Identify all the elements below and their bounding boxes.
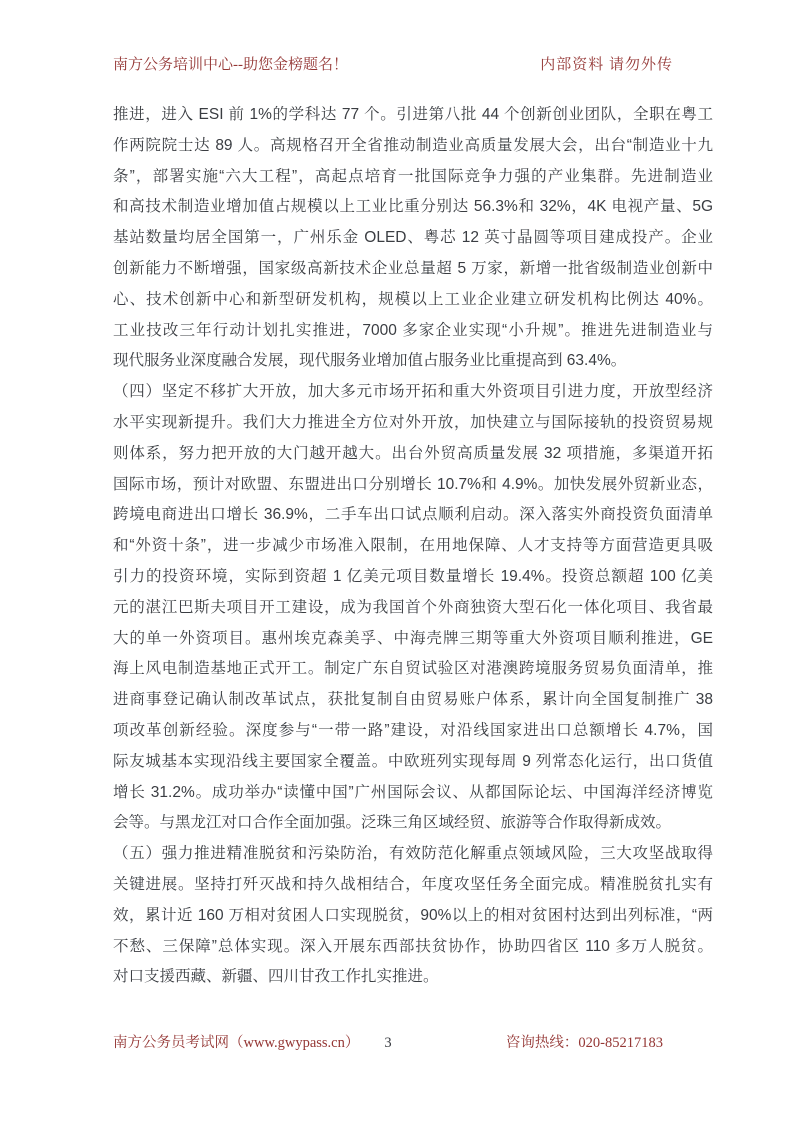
text-line: 元的湛江巴斯夫项目开工建设，成为我国首个外商独资大型石化一体化项目、我省最 bbox=[113, 598, 713, 616]
text-line: 现代服务业深度融合发展，现代服务业增加值占服务业比重提高到 63.4%。 bbox=[113, 352, 627, 370]
text-line: 推进，进入 ESI 前 1%的学科达 77 个。引进第八批 44 个创新创业团队，全职在粤工 bbox=[113, 106, 713, 123]
text-line: 际友城基本实现沿线主要国家全覆盖。中欧班列实现每周 9 列常态化运行，出口货值 bbox=[113, 752, 713, 770]
page-header bbox=[113, 55, 713, 75]
text-line: 则体系，努力把开放的大门越开越大。出台外贸高质量发展 32 项措施，多渠道开拓 bbox=[113, 444, 713, 462]
header-confidential-notice: 内部资料 请勿外传 bbox=[540, 57, 673, 73]
text-line: 对口支援西藏、新疆、四川甘孜工作扎实推进。 bbox=[113, 968, 439, 986]
text-line: 引力的投资环境，实际到资超 1 亿美元项目数量增长 19.4%。投资总额超 100 亿美 bbox=[113, 567, 713, 585]
text-line: 关键进展。坚持打歼灭战和持久战相结合，年度攻坚任务全面完成。精准脱贫扎实有 bbox=[113, 875, 713, 893]
text-line: 不愁、三保障”总体实现。深入开展东西部扶贫协作，协助四省区 110 多万人脱贫。 bbox=[113, 937, 713, 955]
text-line: 项改革创新经验。深度参与“一带一路”建设，对沿线国家进出口总额增长 4.7%，国 bbox=[113, 721, 713, 739]
page-footer bbox=[113, 1033, 713, 1053]
text-line: 海上风电制造基地正式开工。制定广东自贸试验区对港澳跨境服务贸易负面清单，推 bbox=[113, 660, 713, 678]
text-line: 创新能力不断增强，国家级高新技术企业总量超 5 万家，新增一批省级制造业创新中 bbox=[113, 259, 713, 277]
text-line: 水平实现新提升。我们大力推进全方位对外开放，加快建立与国际接轨的投资贸易规 bbox=[113, 413, 713, 431]
text-line: 效，累计近 160 万相对贫困人口实现脱贫，90%以上的相对贫困村达到出列标准，“两 bbox=[113, 906, 713, 924]
footer-site-text: 南方公务员考试网（www.gwypass.cn） bbox=[113, 1035, 360, 1051]
text-line: 跨境电商进出口增长 36.9%，二手车出口试点顺利启动。深入落实外商投资负面清单 bbox=[113, 506, 713, 524]
text-line: （五）强力推进精准脱贫和污染防治，有效防范化解重点领域风险，三大攻坚战取得 bbox=[113, 845, 713, 863]
text-line: 会等。与黑龙江对口合作全面加强。泛珠三角区域经贸、旅游等合作取得新成效。 bbox=[113, 814, 672, 832]
text-line: 大的单一外资项目。惠州埃克森美孚、中海壳牌三期等重大外资项目顺利推进，GE bbox=[113, 629, 713, 647]
document-body bbox=[113, 100, 713, 993]
text-line: （四）坚定不移扩大开放，加大多元市场开拓和重大外资项目引进力度，开放型经济 bbox=[113, 383, 713, 401]
text-line: 工业技改三年行动计划扎实推进，7000 多家企业实现“小升规”。推进先进制造业与 bbox=[113, 321, 713, 339]
text-line: 作两院院士达 89 人。高规格召开全省推动制造业高质量发展大会，出台“制造业十九 bbox=[113, 136, 713, 154]
footer-hotline-text: 咨询热线：020-85217183 bbox=[505, 1035, 663, 1051]
text-line: 增长 31.2%。成功举办“读懂中国”广州国际会议、从都国际论坛、中国海洋经济博览 bbox=[113, 783, 713, 801]
text-line: 基站数量均居全国第一，广州乐金 OLED、粤芯 12 英寸晶圆等项目建成投产。企业 bbox=[113, 229, 713, 247]
page-number: 3 bbox=[384, 1035, 392, 1051]
header-brand-text: 南方公务培训中心--助您金榜题名！ bbox=[113, 57, 348, 73]
text-line: 和“外资十条”，进一步减少市场准入限制，在用地保障、人才支持等方面营造更具吸 bbox=[113, 537, 713, 555]
text-line: 条”，部署实施“六大工程”，高起点培育一批国际竞争力强的产业集群。先进制造业 bbox=[113, 167, 713, 185]
text-line: 国际市场，预计对欧盟、东盟进出口分别增长 10.7%和 4.9%。加快发展外贸新业态， bbox=[113, 475, 713, 493]
text-line: 心、技术创新中心和新型研发机构，规模以上工业企业建立研发机构比例达 40%。 bbox=[113, 290, 713, 308]
text-line: 和高技术制造业增加值占规模以上工业比重分别达 56.3%和 32%，4K 电视产量、5G bbox=[113, 198, 713, 216]
text-line: 进商事登记确认制改革试点，获批复制自由贸易账户体系，累计向全国复制推广 38 bbox=[113, 691, 713, 709]
